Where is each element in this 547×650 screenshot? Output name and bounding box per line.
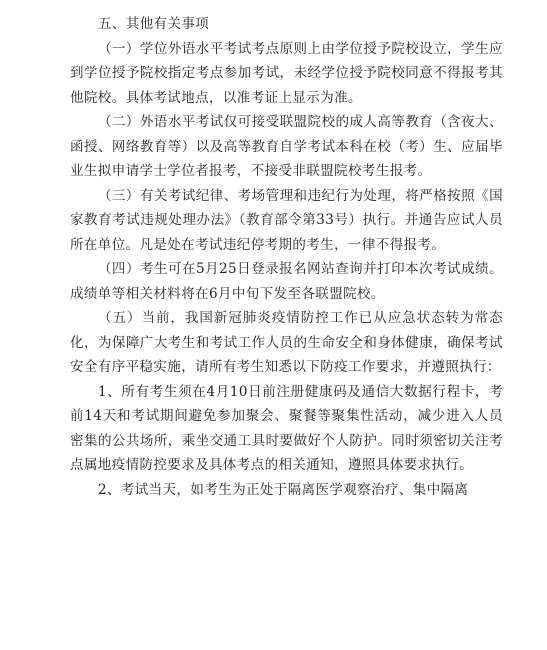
paragraph-6: 1、所有考生须在4月10日前注册健康码及通信大数据行程卡，考前14天和考试期间避免参加聚会、聚餐等聚集性活动，减少进入人员密集的公共场所，乘坐交通工具时要做好个人防护。同时须密切关注考点属地疫情防控要求及具体考点的相关通知，遵照具体要求执行。 xyxy=(70,383,503,473)
paragraph-2: （二）外语水平考试仅可接受联盟院校的成人高等教育（含夜大、函授、网络教育等）以及高等教育自学考试本科在校（考）生、应届毕业生拟申请学士学位者报考，不接受非联盟院校考生报考。 xyxy=(70,114,503,179)
paragraph-5: （五）当前，我国新冠肺炎疫情防控工作已从应急状态转为常态化，为保障广大考生和考试工作人员的生命安全和身体健康，确保考试安全有序平稳实施，请所有考生知悉以下防疫工作要求，并遵照执行： xyxy=(70,310,503,375)
paragraph-7: 2、考试当天，如考生为正处于隔离医学观察治疗、集中隔离 xyxy=(98,481,469,498)
section-heading: 五、其他有关事项 xyxy=(98,16,210,32)
paragraph-4: （四）考生可在5月25日登录报名网站查询并打印本次考试成绩。成绩单等相关材料将在6月中旬下发至各联盟院校。 xyxy=(70,261,503,302)
paragraph-1: （一）学位外语水平考试考点原则上由学位授予院校设立，学生应到学位授予院校指定考点参加考试，未经学位授予院校同意不得报考其他院校。具体考试地点，以准考证上显示为准。 xyxy=(70,40,503,106)
paragraph-3: （三）有关考试纪律、考场管理和违纪行为处理，将严格按照《国家教育考试违规处理办法》（教育部令第33号）执行。并通告应试人员所在单位。凡是处在考试违纪停考期的考生，一律不得报考。 xyxy=(70,187,503,253)
